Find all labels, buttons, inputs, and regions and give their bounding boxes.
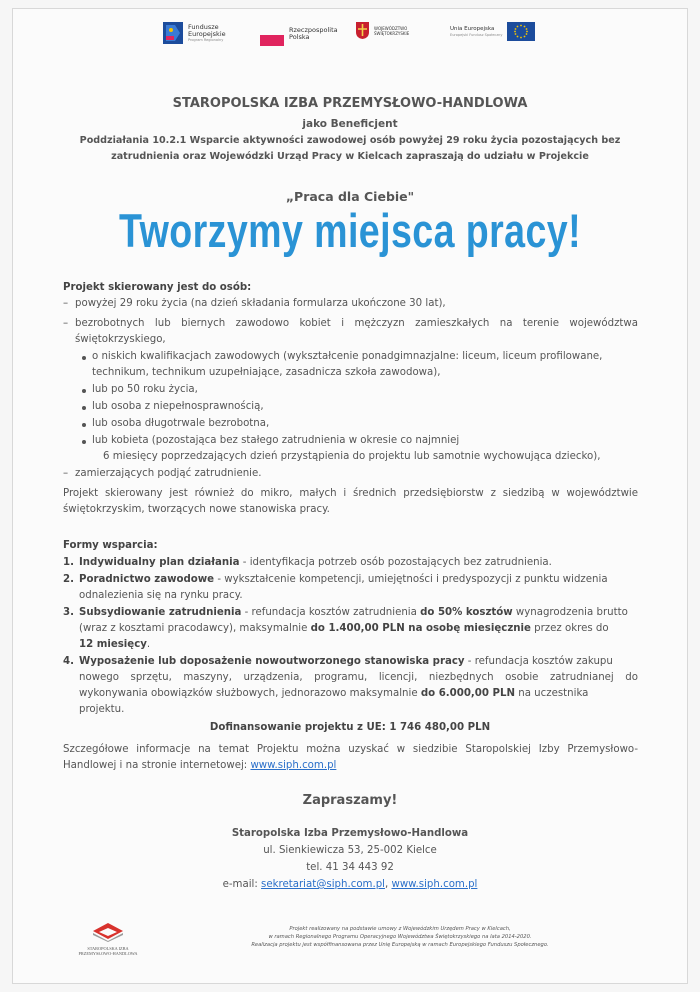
- bullet-marker: [82, 440, 86, 444]
- support-item-4-title: Wyposażenie lub doposażenie nowoutworzonego stanowiska pracy: [79, 656, 465, 667]
- contact-website-link[interactable]: www.siph.com.pl: [391, 879, 478, 890]
- contact-address: ul. Sienkiewicza 53, 25-002 Kielce: [263, 845, 437, 856]
- support-item-4-text-a: - refundacja kosztów zakupu: [464, 656, 613, 667]
- support-item-2-title: Poradnictwo zawodowe: [79, 574, 215, 585]
- support-item-2-cont: odnalezienia się na rynku pracy.: [79, 590, 243, 601]
- support-item-3-period: 12 miesięcy: [79, 639, 147, 650]
- ue-line1: Unia Europejska: [450, 26, 495, 32]
- sme-target: Projekt skierowany jest również do mikro, małych i średnich przedsiębiorstw z siedzibą w województwie: [63, 488, 638, 499]
- email-link[interactable]: sekretariat@siph.com.pl: [261, 879, 386, 890]
- bullet-marker: [82, 406, 86, 410]
- fe-line1: Fundusze: [188, 23, 219, 31]
- fe-sub: Program Regionalny: [188, 38, 224, 42]
- support-item-2: [79, 572, 608, 588]
- siph-logo-icon: [92, 922, 124, 942]
- support-item-1-text: - identyfikacja potrzeb osób pozostających bez zatrudnienia.: [239, 557, 552, 568]
- rp-line2: Polska: [289, 33, 310, 41]
- swietokrzyskie-logo: [356, 22, 409, 39]
- criteria-long-term-unemployed: lub osoba długotrwale bezrobotna,: [92, 418, 270, 429]
- polish-flag-icon: [260, 30, 284, 46]
- bullet-marker: [82, 423, 86, 427]
- email-label: e-mail:: [222, 879, 262, 890]
- support-item-3-period-end: .: [146, 639, 151, 650]
- support-item-3-title: Subsydiowanie zatrudnienia: [79, 607, 242, 618]
- criteria-low-qualifications-cont: technikum, technikum uzupełniające, zasadnicza szkoła zawodowa),: [92, 367, 441, 378]
- dash-marker: –: [63, 468, 69, 479]
- support-num-2: 2.: [63, 574, 74, 585]
- support-item-4-line4: projektu.: [79, 704, 125, 715]
- support-item-2-text: - wykształcenie kompetencji, umiejętności i predyspozycji z punktu widzenia: [214, 574, 608, 585]
- support-item-4: [79, 654, 613, 670]
- intro-line-2: zatrudnienia oraz Wojewódzki Urząd Pracy w Kielcach zapraszają do udziału w Projekcie: [111, 151, 589, 162]
- rzeczpospolita-logo: [260, 22, 338, 46]
- siph-logo-l2: PRZEMYSŁOWO-HANDLOWA: [78, 951, 138, 956]
- invite-heading: Zapraszamy!: [302, 793, 398, 808]
- support-item-3-text-b: wynagrodzenia brutto: [512, 607, 628, 618]
- dash-marker: –: [63, 298, 69, 309]
- support-num-4: 4.: [63, 656, 74, 667]
- target-item-unemployed-cont: świętokrzyskiego,: [75, 334, 166, 345]
- bullet-marker: [82, 356, 86, 360]
- support-item-3: [79, 605, 628, 621]
- support-num-1: 1.: [63, 557, 74, 568]
- siph-logo: [78, 922, 138, 956]
- support-item-1-title: Indywidualny plan działania: [79, 557, 240, 568]
- info-text: Szczegółowe informacje na temat Projektu można uzyskać w siedzibie Staropolskiej Izby Przemysłowo-: [63, 744, 638, 755]
- support-item-4-text-c: wykonywania obowiązków służbowych, jednorazowo maksymalnie: [79, 688, 421, 699]
- support-item-4-amount: do 6.000,00 PLN: [420, 688, 515, 699]
- funding-amount: Dofinansowanie projektu z UE: 1 746 480,00 PLN: [209, 722, 491, 733]
- support-item-4-line3: [79, 686, 588, 702]
- support-item-3-text-c: (wraz z kosztami pracodawcy), maksymalnie: [79, 623, 311, 634]
- target-item-age: powyżej 29 roku życia (na dzień składania formularza ukończone 30 lat),: [75, 298, 446, 309]
- support-item-3-line2: [79, 621, 609, 637]
- eu-flag-icon: [507, 22, 535, 41]
- support-item-3-line3: [79, 637, 150, 653]
- website-link[interactable]: www.siph.com.pl: [250, 760, 337, 771]
- footer-line-3: Realizacja projektu jest współfinansowana przez Unię Europejską w ramach Europejskiego Funduszu Społecznego.: [251, 942, 549, 948]
- footer-line-1: Projekt realizowany na podstawie umowy z Wojewódzkim Urzędem Pracy w Kielcach,: [289, 926, 511, 932]
- target-item-unemployed: bezrobotnych lub biernych zawodowo kobiet i mężczyzn zamieszkałych na terenie województwa: [75, 318, 638, 329]
- fundusze-europejskie-icon: [163, 22, 183, 44]
- target-item-intending: zamierzających podjąć zatrudnienie.: [75, 468, 262, 479]
- project-name: „Praca dla Ciebie": [285, 189, 415, 204]
- fe-line2: Europejskie: [188, 30, 226, 38]
- support-num-3: 3.: [63, 607, 74, 618]
- bullet-marker: [82, 389, 86, 393]
- contact-phone: tel. 41 34 443 92: [306, 862, 394, 873]
- unia-europejska-logo: [450, 22, 535, 41]
- support-item-3-percent: do 50% kosztów: [420, 607, 513, 618]
- fundusze-europejskie-logo: [163, 22, 226, 44]
- criteria-disability: lub osoba z niepełnosprawnością,: [92, 401, 264, 412]
- woj-line1: WOJEWÓDZTWO: [374, 25, 408, 31]
- headline: Tworzymy miejsca pracy!: [119, 204, 581, 257]
- support-item-4-line2: nowego sprzętu, maszyny, urządzenia, programu, licencji, niezbędnych osobie zatrudnianej do: [79, 672, 638, 683]
- target-heading: Projekt skierowany jest do osób:: [63, 282, 252, 293]
- rp-line1: Rzeczpospolita: [289, 26, 338, 34]
- ue-sub: Europejski Fundusz Społeczny: [450, 33, 503, 37]
- siph-logo-l1: STAROPOLSKA IZBA: [87, 946, 129, 951]
- support-heading: Formy wsparcia:: [63, 540, 158, 551]
- support-item-1: [79, 555, 552, 571]
- support-item-3-amount: do 1.400,00 PLN na osobę miesięcznie: [310, 623, 531, 634]
- criteria-age-50: lub po 50 roku życia,: [92, 384, 198, 395]
- sme-target-cont: świętokrzyskim, tworzących nowe stanowiska pracy.: [63, 504, 330, 515]
- org-title: STAROPOLSKA IZBA PRZEMYSŁOWO-HANDLOWA: [172, 96, 528, 111]
- woj-line2: ŚWIĘTOKRZYSKIE: [374, 30, 410, 36]
- criteria-woman-cont: 6 miesięcy poprzedzających dzień przystąpienia do projektu lub samotnie wychowująca dziecko),: [103, 451, 601, 462]
- contact-separator: ,: [385, 879, 392, 890]
- dash-marker: –: [63, 318, 69, 329]
- info-text-cont: [63, 758, 336, 774]
- beneficiary-label: jako Beneficjent: [302, 118, 398, 130]
- criteria-low-qualifications: o niskich kwalifikacjach zawodowych (wykształcenie ponadgimnazjalne: liceum, liceum profilowane,: [92, 351, 603, 362]
- support-item-4-text-d: na uczestnika: [515, 688, 589, 699]
- criteria-woman: lub kobieta (pozostająca bez stałego zatrudnienia w okresie co najmniej: [92, 435, 460, 446]
- coat-of-arms-icon: [356, 22, 369, 39]
- info-text-b: Handlowej i na stronie internetowej:: [63, 760, 251, 771]
- footer-line-2: w ramach Regionalnego Programu Operacyjnego Województwa Świętokrzyskiego na lata 2014-2020.: [268, 934, 532, 940]
- contact-org: Staropolska Izba Przemysłowo-Handlowa: [231, 828, 469, 839]
- support-item-3-text-d: przez okres do: [530, 623, 609, 634]
- support-item-3-text-a: - refundacja kosztów zatrudnienia: [241, 607, 421, 618]
- contact-email-line: [0, 877, 700, 893]
- intro-line-1: Poddziałania 10.2.1 Wsparcie aktywności zawodowej osób powyżej 29 roku życia pozostających bez: [79, 135, 621, 146]
